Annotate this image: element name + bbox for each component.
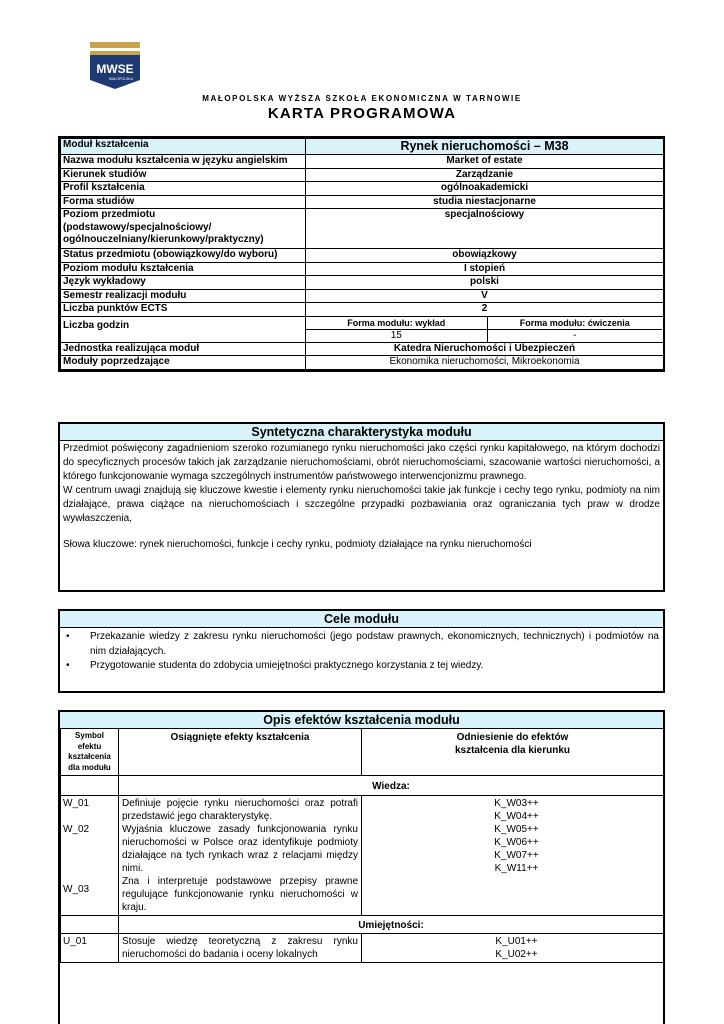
row-profile xyxy=(61,182,664,196)
row-form xyxy=(61,195,664,209)
outcome-ref: K_U02++ xyxy=(495,949,538,960)
row-ects xyxy=(61,303,664,317)
label-field: Kierunek studiów xyxy=(61,168,306,182)
row-field xyxy=(61,168,664,182)
outcome-ref: K_W11++ xyxy=(494,863,539,874)
row-semester xyxy=(61,289,664,303)
value-level: specjalnościowy xyxy=(306,209,664,249)
value-ects: 2 xyxy=(306,303,664,317)
value-profile: ogólnoakademicki xyxy=(306,182,664,196)
outcome-ref: K_W05++ xyxy=(494,824,539,835)
row-english-name xyxy=(61,155,664,169)
university-logo xyxy=(86,42,144,90)
exercise-hours: - xyxy=(573,329,577,341)
synthetic-body xyxy=(60,441,663,553)
col-outcome: Osiągnięte efekty kształcenia xyxy=(119,729,362,776)
knowledge-row xyxy=(61,796,664,916)
outcome-code: W_01 xyxy=(63,798,90,809)
value-unit: Katedra Nieruchomości i Ubezpieczeń xyxy=(306,342,664,356)
value-field: Zarządzanie xyxy=(306,168,664,182)
synthetic-paragraph-2: W centrum uwagi znajdują się kluczowe kwestie i elementy rynku nieruchomości takie jak funkcje i cechy tego rynku, podmioty na nim działające, prawa ciążące na nieruchomościach i szczególne przypadki pozbawiania oraz ograniczania tych praw w drodze wywłaszczenia, xyxy=(63,485,660,525)
label-prereq: Moduły poprzedzające xyxy=(61,356,306,370)
goal-item: • Przygotowanie studenta do zdobycia umiejętności praktycznego korzystania z tej wiedzy. xyxy=(90,659,659,674)
row-language xyxy=(61,276,664,290)
outcomes-title: Opis efektów kształcenia modułu xyxy=(60,712,663,729)
row-module xyxy=(61,139,664,155)
row-hours xyxy=(61,316,664,342)
logo-text: MWSE xyxy=(96,62,134,76)
outcome-code: W_02 xyxy=(63,824,90,835)
synthetic-title: Syntetyczna charakterystyka modułu xyxy=(60,424,663,441)
outcome-ref: K_W06++ xyxy=(494,837,539,848)
outcome-ref: K_W04++ xyxy=(494,811,539,822)
value-english-name: Market of estate xyxy=(306,155,664,169)
value-module-level: I stopień xyxy=(306,262,664,276)
goals-section xyxy=(58,609,665,693)
row-prereq xyxy=(61,356,664,370)
goals-list xyxy=(60,628,663,674)
outcomes-header-row xyxy=(61,729,664,776)
label-ects: Liczba punktów ECTS xyxy=(61,303,306,317)
row-level xyxy=(61,209,664,249)
knowledge-heading: Wiedza: xyxy=(119,776,664,796)
module-info-table xyxy=(58,136,665,372)
label-status: Status przedmiotu (obowiązkowy/do wyboru) xyxy=(61,249,306,263)
exercise-label: Forma modułu: ćwiczenia xyxy=(487,317,662,330)
label-form: Forma studiów xyxy=(61,195,306,209)
col-symbol: Symbol efektu kształcenia dla modułu xyxy=(61,729,119,776)
university-name: MAŁOPOLSKA WYŻSZA SZKOŁA EKONOMICZNA W TARNOWIE xyxy=(202,94,522,103)
label-level: Poziom przedmiotu (podstawowy/specjalnościowy/ ogólnouczelniany/kierunkowy/praktyczny) xyxy=(61,209,306,249)
goal-item: • Przekazanie wiedzy z zakresu rynku nieruchomości (jego podstaw prawnych, ekonomicznych, technicznych) i podmiotów na nim działających. xyxy=(90,630,659,659)
label-semester: Semestr realizacji modułu xyxy=(61,289,306,303)
label-unit: Jednostka realizująca moduł xyxy=(61,342,306,356)
outcome-description: Wyjaśnia kluczowe zasady funkcjonowania rynku nieruchomości w Polsce oraz identyfikuje podmioty działające na tych rynkach wraz z relacjami między nimi. xyxy=(122,824,358,874)
label-profile: Profil kształcenia xyxy=(61,182,306,196)
value-language: polski xyxy=(306,276,664,290)
value-prereq: Ekonomika nieruchomości, Mikroekonomia xyxy=(306,356,664,370)
skills-heading: Umiejętności: xyxy=(119,916,664,934)
lecture-hours: 15 xyxy=(306,329,487,342)
row-module-level xyxy=(61,262,664,276)
row-unit xyxy=(61,342,664,356)
row-status xyxy=(61,249,664,263)
outcome-description: Stosuje wiedzę teoretyczną z zakresu rynku nieruchomości do badania i oceny lokalnych xyxy=(122,936,358,960)
outcomes-section xyxy=(58,710,665,1024)
outcome-code: W_03 xyxy=(63,884,90,895)
value-module: Rynek nieruchomości – M38 xyxy=(306,139,664,155)
outcome-description: Zna i interpretuje podstawowe przepisy prawne regulujące funkcjonowanie rynku nieruchomości w kraju. xyxy=(122,876,358,913)
value-form: studia niestacjonarne xyxy=(306,195,664,209)
outcome-ref: K_W07++ xyxy=(494,850,539,861)
synthetic-section xyxy=(58,422,665,592)
label-english-name: Nazwa modułu kształcenia w języku angielskim xyxy=(61,155,306,169)
outcome-code: U_01 xyxy=(63,936,87,947)
page-title: KARTA PROGRAMOWA xyxy=(267,105,457,122)
outcome-ref: K_W03++ xyxy=(494,798,539,809)
value-status: obowiązkowy xyxy=(306,249,664,263)
label-language: Język wykładowy xyxy=(61,276,306,290)
label-hours: Liczba godzin xyxy=(61,316,306,342)
skills-row xyxy=(61,934,664,963)
synthetic-keywords: Słowa kluczowe: rynek nieruchomości, funkcje i cechy rynku, podmioty działające na rynku nieruchomości xyxy=(63,538,532,550)
label-module: Moduł kształcenia xyxy=(61,139,306,155)
label-module-level: Poziom modułu kształcenia xyxy=(61,262,306,276)
lecture-label: Forma modułu: wykład xyxy=(306,317,487,330)
synthetic-paragraph-1: Przedmiot poświęcony zagadnieniom szeroko rozumianego rynku nieruchomości jako części rynku kapitałowego, na którym dochodzi do specyficznych procesów takich jak zarządzanie nieruchomościami, obrót nieruchomościami, szacowanie wartości nieruchomości, a którego funkcjonowanie wymaga szczególnych instrumentów państwowego interwencjonizmu prawnego. xyxy=(63,443,660,483)
col-ref: Odniesienie do efektów kształcenia dla kierunku xyxy=(362,729,664,776)
outcome-description: Definiuje pojęcie rynku nieruchomości oraz potrafi przedstawić jego charakterystykę. xyxy=(122,798,358,822)
outcome-ref: K_U01++ xyxy=(495,936,538,947)
goals-title: Cele modułu xyxy=(60,611,663,628)
value-semester: V xyxy=(306,289,664,303)
logo-subtext: MAŁOPOLSKA xyxy=(109,77,133,81)
